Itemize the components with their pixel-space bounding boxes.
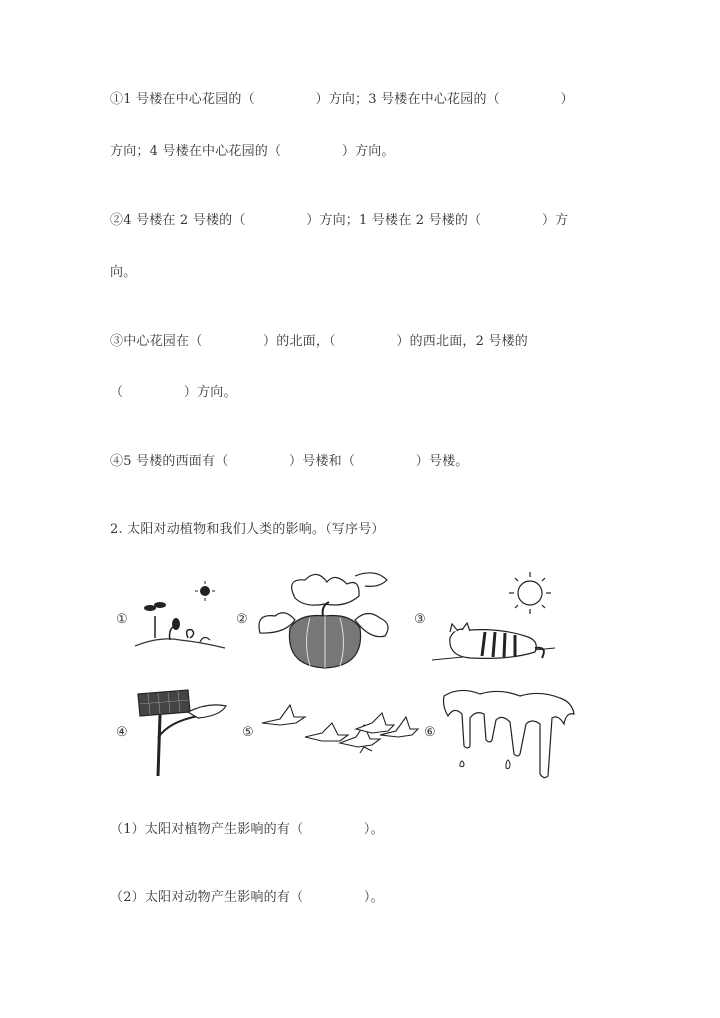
sprouts-sun-icon [130,578,230,658]
picture-1-number: ① [116,612,128,627]
q1-b-line1: ②4 号楼在 2 号楼的（ ）方向；1 号楼在 2 号楼的（ ）方 [110,213,569,228]
sleeping-cat-sun-icon [430,568,560,678]
picture-3-number: ③ [414,612,426,627]
q1-c-line1: ③中心花园在（ ）的北面，（ ）的西北面，2 号楼的 [110,334,529,349]
picture-5-number: ⑤ [242,725,254,740]
melting-icicles-icon [440,684,580,784]
q1-a-line2: 方向；4 号楼在中心花园的（ ）方向。 [110,144,395,159]
solar-street-lamp-icon [128,688,238,783]
q2-sub1: （1）太阳对植物产生影响的有（ ）。 [110,822,384,837]
q1-c-line2: （ ）方向。 [110,385,237,400]
q2-title: 2. 太阳对动植物和我们人类的影响。（写序号） [110,522,385,537]
q1-d-line1: ④5 号楼的西面有（ ）号楼和（ ）号楼。 [110,454,469,469]
migrating-geese-icon [260,695,420,765]
picture-2-number: ② [236,612,248,627]
pumpkin-icon [255,568,395,678]
q1-a-line1: ①1 号楼在中心花园的（ ）方向；3 号楼在中心花园的（ ） [110,92,574,107]
q1-b-line2: 向。 [110,265,137,280]
picture-4-number: ④ [116,725,128,740]
q2-sub2: （2）太阳对动物产生影响的有（ ）。 [110,890,384,905]
picture-6-number: ⑥ [424,725,436,740]
